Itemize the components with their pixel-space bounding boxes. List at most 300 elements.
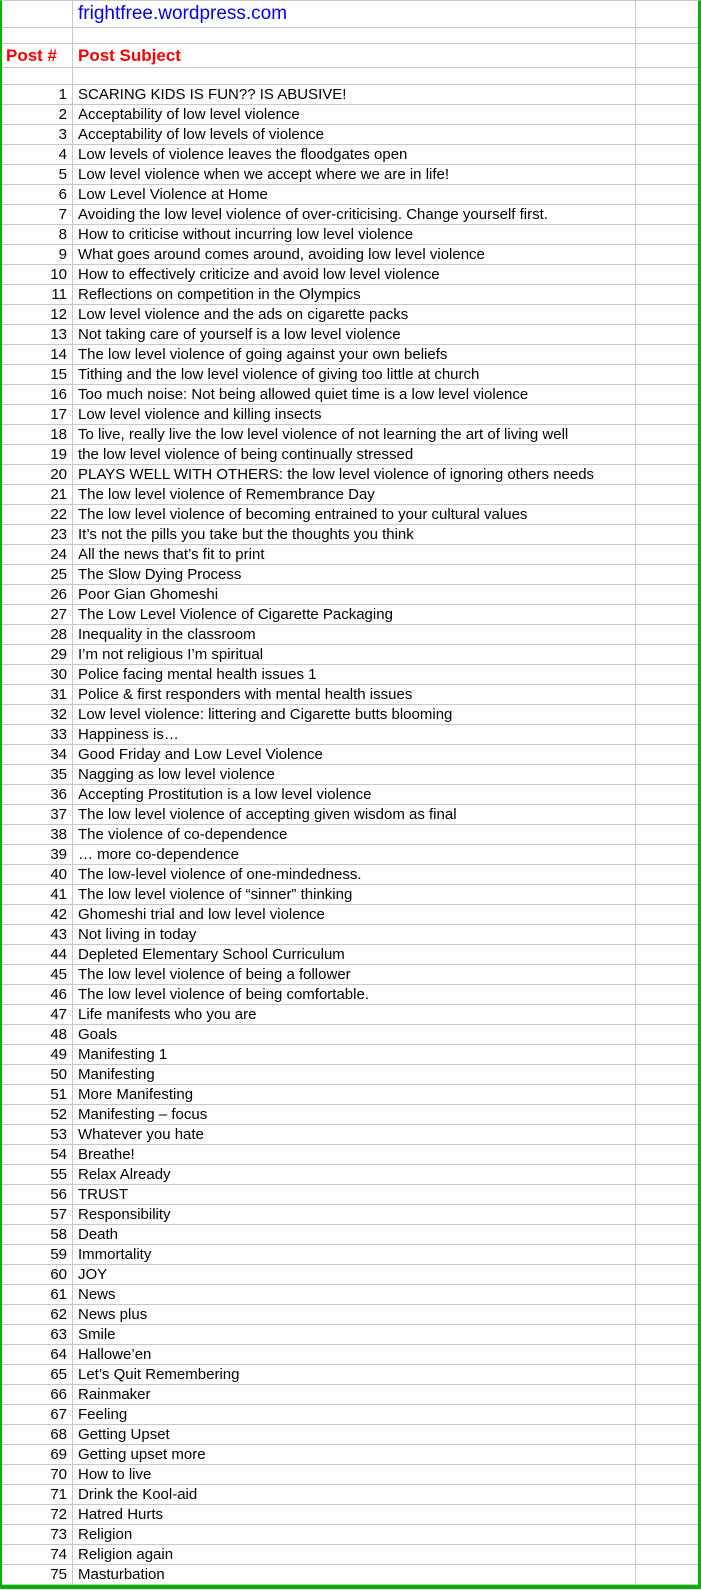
- table-row: [2, 1485, 698, 1505]
- table-row: [2, 405, 698, 425]
- empty-cell[interactable]: [636, 885, 698, 904]
- empty-cell[interactable]: [636, 1045, 698, 1064]
- empty-cell[interactable]: [636, 425, 698, 444]
- post-subject-cell[interactable]: Whatever you hate: [73, 1125, 636, 1144]
- table-row: [2, 825, 698, 845]
- post-number-cell[interactable]: 39: [2, 845, 73, 864]
- post-subject-cell[interactable]: Low level violence and killing insects: [73, 405, 636, 424]
- post-number-cell[interactable]: 60: [2, 1265, 73, 1284]
- post-subject-cell[interactable]: The Slow Dying Process: [73, 565, 636, 584]
- post-subject-cell[interactable]: Poor Gian Ghomeshi: [73, 585, 636, 604]
- table-row: [2, 465, 698, 485]
- post-subject-cell[interactable]: Responsibility: [73, 1205, 636, 1224]
- post-number-cell[interactable]: 54: [2, 1145, 73, 1164]
- empty-cell[interactable]: [636, 1085, 698, 1104]
- post-subject-cell[interactable]: The low level violence of “sinner” thinking: [73, 885, 636, 904]
- empty-cell[interactable]: [636, 1445, 698, 1464]
- empty-cell[interactable]: [636, 925, 698, 944]
- post-subject-cell[interactable]: Acceptability of low levels of violence: [73, 125, 636, 144]
- post-subject-cell[interactable]: Religion: [73, 1525, 636, 1544]
- post-subject-cell[interactable]: Police & first responders with mental health issues: [73, 685, 636, 704]
- empty-cell[interactable]: [636, 205, 698, 224]
- post-subject-cell[interactable]: Not taking care of yourself is a low level violence: [73, 325, 636, 344]
- empty-cell[interactable]: [636, 1405, 698, 1424]
- post-subject-cell[interactable]: Let’s Quit Remembering: [73, 1365, 636, 1384]
- empty-cell[interactable]: [636, 605, 698, 624]
- post-subject-cell[interactable]: Depleted Elementary School Curriculum: [73, 945, 636, 964]
- empty-row: [2, 28, 698, 44]
- post-subject-cell[interactable]: Life manifests who you are: [73, 1005, 636, 1024]
- post-number-cell[interactable]: 16: [2, 385, 73, 404]
- post-subject-cell[interactable]: Happiness is…: [73, 725, 636, 744]
- post-number-cell[interactable]: 18: [2, 425, 73, 444]
- table-row: [2, 1145, 698, 1165]
- table-row: [2, 185, 698, 205]
- post-subject-cell[interactable]: Manifesting 1: [73, 1045, 636, 1064]
- post-number-cell[interactable]: 49: [2, 1045, 73, 1064]
- empty-cell[interactable]: [636, 985, 698, 1004]
- empty-cell[interactable]: [636, 965, 698, 984]
- site-link[interactable]: frightfree.wordpress.com: [73, 1, 636, 27]
- post-subject-cell[interactable]: Immortality: [73, 1245, 636, 1264]
- post-number-cell[interactable]: 63: [2, 1325, 73, 1344]
- empty-cell[interactable]: [636, 1305, 698, 1324]
- table-row: [2, 1045, 698, 1065]
- post-number-cell[interactable]: 62: [2, 1305, 73, 1324]
- post-subject-cell[interactable]: Masturbation: [73, 1565, 636, 1584]
- empty-cell[interactable]: [73, 68, 636, 84]
- post-number-cell[interactable]: 27: [2, 605, 73, 624]
- post-subject-cell[interactable]: Accepting Prostitution is a low level violence: [73, 785, 636, 804]
- post-subject-cell[interactable]: The low level violence of accepting given wisdom as final: [73, 805, 636, 824]
- post-subject-cell[interactable]: … more co-dependence: [73, 845, 636, 864]
- table-row: [2, 1385, 698, 1405]
- post-number-cell[interactable]: 26: [2, 585, 73, 604]
- post-number-cell[interactable]: 25: [2, 565, 73, 584]
- post-subject-cell[interactable]: How to live: [73, 1465, 636, 1484]
- table-row: [2, 1285, 698, 1305]
- post-number-cell[interactable]: 12: [2, 305, 73, 324]
- post-subject-cell[interactable]: The low level violence of being comfortable.: [73, 985, 636, 1004]
- post-number-cell[interactable]: 67: [2, 1405, 73, 1424]
- table-row: [2, 1205, 698, 1225]
- empty-cell[interactable]: [636, 365, 698, 384]
- post-number-cell[interactable]: 48: [2, 1025, 73, 1044]
- post-subject-cell[interactable]: Hatred Hurts: [73, 1505, 636, 1524]
- empty-cell[interactable]: [636, 785, 698, 804]
- empty-cell[interactable]: [636, 1505, 698, 1524]
- table-row: [2, 445, 698, 465]
- post-subject-cell[interactable]: Reflections on competition in the Olympics: [73, 285, 636, 304]
- table-row: [2, 1005, 698, 1025]
- table-row: [2, 225, 698, 245]
- post-subject-cell[interactable]: More Manifesting: [73, 1085, 636, 1104]
- table-row: [2, 1105, 698, 1125]
- post-number-cell[interactable]: 21: [2, 485, 73, 504]
- post-number-cell[interactable]: 68: [2, 1425, 73, 1444]
- table-row: [2, 905, 698, 925]
- table-row: [2, 785, 698, 805]
- table-row: [2, 985, 698, 1005]
- empty-cell[interactable]: [636, 645, 698, 664]
- empty-cell[interactable]: [636, 1205, 698, 1224]
- post-subject-cell[interactable]: News: [73, 1285, 636, 1304]
- post-number-cell[interactable]: 74: [2, 1545, 73, 1564]
- post-subject-cell[interactable]: The low level violence of being a follower: [73, 965, 636, 984]
- table-row: [2, 505, 698, 525]
- table-row: [2, 525, 698, 545]
- post-number-cell[interactable]: 46: [2, 985, 73, 1004]
- post-number-cell[interactable]: 53: [2, 1125, 73, 1144]
- post-subject-cell[interactable]: Death: [73, 1225, 636, 1244]
- table-row: [2, 1265, 698, 1285]
- empty-cell[interactable]: [636, 1545, 698, 1564]
- empty-cell[interactable]: [636, 385, 698, 404]
- empty-cell[interactable]: [636, 825, 698, 844]
- post-number-cell[interactable]: 32: [2, 705, 73, 724]
- empty-cell[interactable]: [636, 945, 698, 964]
- empty-cell[interactable]: [2, 68, 73, 84]
- empty-cell[interactable]: [636, 345, 698, 364]
- table-row: [2, 1465, 698, 1485]
- empty-cell[interactable]: [636, 1, 698, 27]
- post-number-cell[interactable]: 15: [2, 365, 73, 384]
- post-number-cell[interactable]: 45: [2, 965, 73, 984]
- empty-cell[interactable]: [636, 1265, 698, 1284]
- table-row: [2, 865, 698, 885]
- empty-cell[interactable]: [636, 725, 698, 744]
- empty-cell[interactable]: [73, 28, 636, 43]
- post-number-cell[interactable]: 42: [2, 905, 73, 924]
- empty-cell[interactable]: [636, 765, 698, 784]
- table-row: [2, 645, 698, 665]
- post-number-cell[interactable]: 73: [2, 1525, 73, 1544]
- post-subject-cell[interactable]: The low-level violence of one-mindedness.: [73, 865, 636, 884]
- post-subject-cell[interactable]: Manifesting – focus: [73, 1105, 636, 1124]
- site-link-row: [2, 1, 698, 28]
- post-subject-cell[interactable]: Low level violence when we accept where we are in life!: [73, 165, 636, 184]
- empty-cell[interactable]: [636, 325, 698, 344]
- empty-cell[interactable]: [636, 565, 698, 584]
- header-post-subject[interactable]: Post Subject: [73, 44, 636, 67]
- post-rows: [2, 85, 698, 1585]
- post-subject-cell[interactable]: The low level violence of going against your own beliefs: [73, 345, 636, 364]
- table-row: [2, 965, 698, 985]
- empty-cell[interactable]: [636, 1005, 698, 1024]
- table-row: [2, 1325, 698, 1345]
- table-row: [2, 1125, 698, 1145]
- table-row: [2, 665, 698, 685]
- empty-cell[interactable]: [636, 1125, 698, 1144]
- post-number-cell[interactable]: 75: [2, 1565, 73, 1584]
- empty-cell[interactable]: [636, 1345, 698, 1364]
- post-number-cell[interactable]: 9: [2, 245, 73, 264]
- empty-cell[interactable]: [636, 1185, 698, 1204]
- post-number-cell[interactable]: 44: [2, 945, 73, 964]
- post-subject-cell[interactable]: Smile: [73, 1325, 636, 1344]
- table-row: [2, 745, 698, 765]
- post-subject-cell[interactable]: I’m not religious I’m spiritual: [73, 645, 636, 664]
- post-number-cell[interactable]: 52: [2, 1105, 73, 1124]
- post-number-cell[interactable]: 1: [2, 85, 73, 104]
- empty-cell[interactable]: [636, 625, 698, 644]
- post-number-cell[interactable]: 17: [2, 405, 73, 424]
- empty-cell[interactable]: [636, 285, 698, 304]
- post-subject-cell[interactable]: Breathe!: [73, 1145, 636, 1164]
- table-row: [2, 1185, 698, 1205]
- empty-cell[interactable]: [636, 1285, 698, 1304]
- post-number-cell[interactable]: 38: [2, 825, 73, 844]
- table-row: [2, 1345, 698, 1365]
- post-number-cell[interactable]: 6: [2, 185, 73, 204]
- table-row: [2, 1085, 698, 1105]
- empty-cell[interactable]: [636, 1065, 698, 1084]
- post-number-cell[interactable]: 61: [2, 1285, 73, 1304]
- empty-cell[interactable]: [636, 1025, 698, 1044]
- post-number-cell[interactable]: 8: [2, 225, 73, 244]
- post-subject-cell[interactable]: All the news that’s fit to print: [73, 545, 636, 564]
- post-subject-cell[interactable]: The Low Level Violence of Cigarette Packaging: [73, 605, 636, 624]
- post-number-cell[interactable]: 23: [2, 525, 73, 544]
- post-subject-cell[interactable]: Too much noise: Not being allowed quiet time is a low level violence: [73, 385, 636, 404]
- post-subject-cell[interactable]: The low level violence of Remembrance Day: [73, 485, 636, 504]
- empty-cell[interactable]: [636, 165, 698, 184]
- post-number-cell[interactable]: 66: [2, 1385, 73, 1404]
- table-row: [2, 1405, 698, 1425]
- table-row: [2, 885, 698, 905]
- post-subject-cell[interactable]: Police facing mental health issues 1: [73, 665, 636, 684]
- post-number-cell[interactable]: 56: [2, 1185, 73, 1204]
- table-row: [2, 605, 698, 625]
- empty-cell[interactable]: [636, 1365, 698, 1384]
- empty-cell[interactable]: [636, 28, 698, 43]
- post-number-cell[interactable]: 65: [2, 1365, 73, 1384]
- table-row: [2, 805, 698, 825]
- empty-cell[interactable]: [636, 485, 698, 504]
- post-subject-cell[interactable]: TRUST: [73, 1185, 636, 1204]
- table-row: [2, 1365, 698, 1385]
- header-row: [2, 44, 698, 68]
- post-number-cell[interactable]: 2: [2, 105, 73, 124]
- table-row: [2, 485, 698, 505]
- table-row: [2, 1505, 698, 1525]
- post-number-cell[interactable]: 31: [2, 685, 73, 704]
- post-subject-cell[interactable]: Relax Already: [73, 1165, 636, 1184]
- post-subject-cell[interactable]: JOY: [73, 1265, 636, 1284]
- post-subject-cell[interactable]: the low level violence of being continually stressed: [73, 445, 636, 464]
- empty-cell[interactable]: [636, 1245, 698, 1264]
- post-subject-cell[interactable]: Acceptability of low level violence: [73, 105, 636, 124]
- empty-cell[interactable]: [636, 145, 698, 164]
- post-number-cell[interactable]: 35: [2, 765, 73, 784]
- post-number-cell[interactable]: 59: [2, 1245, 73, 1264]
- table-row: [2, 245, 698, 265]
- post-subject-cell[interactable]: PLAYS WELL WITH OTHERS: the low level violence of ignoring others needs: [73, 465, 636, 484]
- table-row: [2, 1565, 698, 1585]
- post-subject-cell[interactable]: It’s not the pills you take but the thoughts you think: [73, 525, 636, 544]
- empty-cell[interactable]: [636, 125, 698, 144]
- empty-cell[interactable]: [636, 1325, 698, 1344]
- post-subject-cell[interactable]: Low level violence: littering and Cigarette butts blooming: [73, 705, 636, 724]
- table-row: [2, 685, 698, 705]
- empty-cell[interactable]: [636, 185, 698, 204]
- empty-cell[interactable]: [2, 1, 73, 27]
- empty-cell[interactable]: [636, 465, 698, 484]
- post-number-cell[interactable]: 14: [2, 345, 73, 364]
- table-row: [2, 1245, 698, 1265]
- post-number-cell[interactable]: 24: [2, 545, 73, 564]
- post-subject-cell[interactable]: Tithing and the low level violence of giving too little at church: [73, 365, 636, 384]
- post-number-cell[interactable]: 30: [2, 665, 73, 684]
- post-subject-cell[interactable]: Low Level Violence at Home: [73, 185, 636, 204]
- post-subject-cell[interactable]: Rainmaker: [73, 1385, 636, 1404]
- empty-cell[interactable]: [636, 685, 698, 704]
- post-number-cell[interactable]: 58: [2, 1225, 73, 1244]
- table-row: [2, 845, 698, 865]
- table-row: [2, 105, 698, 125]
- empty-cell[interactable]: [636, 705, 698, 724]
- empty-cell[interactable]: [636, 1145, 698, 1164]
- table-row: [2, 765, 698, 785]
- post-number-cell[interactable]: 51: [2, 1085, 73, 1104]
- post-subject-cell[interactable]: Low levels of violence leaves the floodgates open: [73, 145, 636, 164]
- post-subject-cell[interactable]: Getting upset more: [73, 1445, 636, 1464]
- empty-cell[interactable]: [636, 105, 698, 124]
- post-subject-cell[interactable]: The violence of co-dependence: [73, 825, 636, 844]
- empty-cell[interactable]: [636, 1485, 698, 1504]
- post-number-cell[interactable]: 3: [2, 125, 73, 144]
- post-number-cell[interactable]: 36: [2, 785, 73, 804]
- post-subject-cell[interactable]: Inequality in the classroom: [73, 625, 636, 644]
- post-number-cell[interactable]: 20: [2, 465, 73, 484]
- post-subject-cell[interactable]: Getting Upset: [73, 1425, 636, 1444]
- post-number-cell[interactable]: 29: [2, 645, 73, 664]
- empty-cell[interactable]: [636, 1225, 698, 1244]
- empty-cell[interactable]: [636, 68, 698, 84]
- table-row: [2, 385, 698, 405]
- table-row: [2, 125, 698, 145]
- post-subject-cell[interactable]: Avoiding the low level violence of over-criticising. Change yourself first.: [73, 205, 636, 224]
- post-subject-cell[interactable]: Goals: [73, 1025, 636, 1044]
- post-subject-cell[interactable]: Manifesting: [73, 1065, 636, 1084]
- table-row: [2, 265, 698, 285]
- post-subject-cell[interactable]: Good Friday and Low Level Violence: [73, 745, 636, 764]
- table-row: [2, 945, 698, 965]
- post-number-cell[interactable]: 47: [2, 1005, 73, 1024]
- header-post-number[interactable]: Post #: [2, 44, 73, 67]
- post-number-cell[interactable]: 57: [2, 1205, 73, 1224]
- empty-cell[interactable]: [636, 525, 698, 544]
- empty-cell[interactable]: [636, 44, 698, 67]
- empty-cell[interactable]: [636, 1565, 698, 1584]
- table-row: [2, 1165, 698, 1185]
- empty-cell[interactable]: [636, 305, 698, 324]
- empty-cell[interactable]: [636, 405, 698, 424]
- post-number-cell[interactable]: 72: [2, 1505, 73, 1524]
- post-number-cell[interactable]: 71: [2, 1485, 73, 1504]
- post-subject-cell[interactable]: Feeling: [73, 1405, 636, 1424]
- post-number-cell[interactable]: 4: [2, 145, 73, 164]
- post-number-cell[interactable]: 69: [2, 1445, 73, 1464]
- empty-cell[interactable]: [636, 505, 698, 524]
- post-number-cell[interactable]: 37: [2, 805, 73, 824]
- empty-cell[interactable]: [636, 1165, 698, 1184]
- table-row: [2, 165, 698, 185]
- empty-cell[interactable]: [636, 905, 698, 924]
- post-subject-cell[interactable]: To live, really live the low level violence of not learning the art of living well: [73, 425, 636, 444]
- post-subject-cell[interactable]: What goes around comes around, avoiding low level violence: [73, 245, 636, 264]
- empty-cell[interactable]: [636, 1465, 698, 1484]
- empty-cell[interactable]: [636, 445, 698, 464]
- empty-cell[interactable]: [636, 805, 698, 824]
- post-number-cell[interactable]: 22: [2, 505, 73, 524]
- empty-cell[interactable]: [636, 265, 698, 284]
- post-number-cell[interactable]: 19: [2, 445, 73, 464]
- empty-cell[interactable]: [636, 1105, 698, 1124]
- empty-cell[interactable]: [636, 545, 698, 564]
- empty-cell[interactable]: [2, 28, 73, 43]
- post-number-cell[interactable]: 34: [2, 745, 73, 764]
- post-subject-cell[interactable]: Not living in today: [73, 925, 636, 944]
- post-number-cell[interactable]: 28: [2, 625, 73, 644]
- post-number-cell[interactable]: 40: [2, 865, 73, 884]
- table-row: [2, 325, 698, 345]
- table-row: [2, 425, 698, 445]
- post-subject-cell[interactable]: Ghomeshi trial and low level violence: [73, 905, 636, 924]
- empty-cell[interactable]: [636, 1385, 698, 1404]
- table-row: [2, 85, 698, 105]
- post-number-cell[interactable]: 50: [2, 1065, 73, 1084]
- post-subject-cell[interactable]: Low level violence and the ads on cigarette packs: [73, 305, 636, 324]
- post-subject-cell[interactable]: Drink the Kool-aid: [73, 1485, 636, 1504]
- empty-cell[interactable]: [636, 245, 698, 264]
- post-number-cell[interactable]: 33: [2, 725, 73, 744]
- empty-cell[interactable]: [636, 845, 698, 864]
- table-row: [2, 725, 698, 745]
- post-subject-cell[interactable]: News plus: [73, 1305, 636, 1324]
- post-subject-cell[interactable]: Hallowe’en: [73, 1345, 636, 1364]
- post-number-cell[interactable]: 13: [2, 325, 73, 344]
- post-number-cell[interactable]: 64: [2, 1345, 73, 1364]
- empty-cell[interactable]: [636, 665, 698, 684]
- table-row: [2, 1025, 698, 1045]
- post-number-cell[interactable]: 41: [2, 885, 73, 904]
- post-subject-cell[interactable]: Religion again: [73, 1545, 636, 1564]
- post-subject-cell[interactable]: How to effectively criticize and avoid low level violence: [73, 265, 636, 284]
- empty-cell[interactable]: [636, 85, 698, 104]
- post-subject-cell[interactable]: How to criticise without incurring low level violence: [73, 225, 636, 244]
- empty-cell[interactable]: [636, 585, 698, 604]
- post-number-cell[interactable]: 10: [2, 265, 73, 284]
- table-row: [2, 1545, 698, 1565]
- table-row: [2, 545, 698, 565]
- post-subject-cell[interactable]: Nagging as low level violence: [73, 765, 636, 784]
- post-subject-cell[interactable]: The low level violence of becoming entrained to your cultural values: [73, 505, 636, 524]
- post-subject-cell[interactable]: SCARING KIDS IS FUN?? IS ABUSIVE!: [73, 85, 636, 104]
- empty-cell[interactable]: [636, 745, 698, 764]
- post-number-cell[interactable]: 55: [2, 1165, 73, 1184]
- empty-cell[interactable]: [636, 1525, 698, 1544]
- empty-cell[interactable]: [636, 865, 698, 884]
- table-row: [2, 705, 698, 725]
- post-number-cell[interactable]: 43: [2, 925, 73, 944]
- empty-cell[interactable]: [636, 225, 698, 244]
- post-number-cell[interactable]: 70: [2, 1465, 73, 1484]
- post-number-cell[interactable]: 7: [2, 205, 73, 224]
- post-number-cell[interactable]: 11: [2, 285, 73, 304]
- post-number-cell[interactable]: 5: [2, 165, 73, 184]
- empty-cell[interactable]: [636, 1425, 698, 1444]
